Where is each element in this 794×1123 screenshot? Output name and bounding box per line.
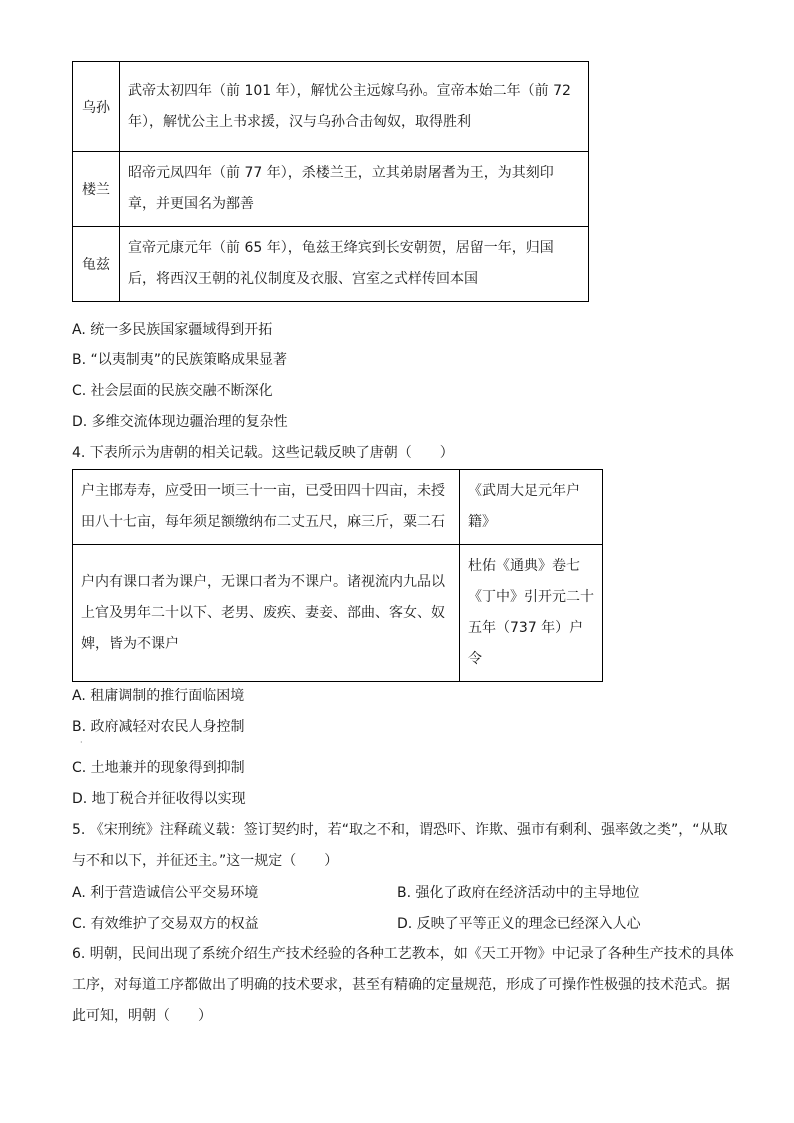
q3-option-d: D. 多维交流体现边疆治理的复杂性 [72, 414, 288, 430]
q3-option-a: A. 统一多民族国家疆域得到开拓 [72, 322, 273, 338]
tang-records-table [72, 469, 603, 682]
region-cell: 乌孙 [73, 62, 120, 152]
region-cell: 楼兰 [73, 152, 120, 227]
q6-stem: 6. 明朝，民间出现了系统介绍生产技术经验的各种工艺教本，如《天工开物》中记录了各种生产技术的具体工序，对每道工序都做出了明确的技术要求，甚至有精确的定量规范，形成了可操作性极强的技术范式。据此可知，明朝（ ） [72, 946, 734, 1024]
record-cell: 昭帝元凤四年（前 77 年），杀楼兰王，立其弟尉屠耆为王，为其刻印章，并更国名为鄯善 [120, 152, 589, 227]
table-row [73, 470, 603, 545]
q3-option-b: B. “以夷制夷”的民族策略成果显著 [72, 352, 288, 368]
q4-option-a: A. 租庸调制的推行面临困境 [72, 688, 245, 704]
record-cell: 宣帝元康元年（前 65 年），龟兹王绛宾到长安朝贺，居留一年，归国后，将西汉王朝的礼仪制度及衣服、宫室之式样传回本国 [120, 227, 589, 302]
record-cell: 武帝太初四年（前 101 年），解忧公主远嫁乌孙。宣帝本始二年（前 72 年），解忧公主上书求援，汉与乌孙合击匈奴，取得胜利 [120, 62, 589, 152]
q5-stem: 5. 《宋刑统》注释疏义载：签订契约时，若“取之不和，谓恐吓、诈欺、强市有剩利、强率敛之类”，“从取与不和以下，并征还主。”这一规定（ ） [72, 822, 728, 869]
q5-option-a: A. 利于营造诚信公平交易环境 [72, 885, 259, 901]
western-regions-table [72, 61, 589, 302]
q4-option-c: C. 土地兼并的现象得到抑制 [72, 760, 245, 776]
region-cell: 龟兹 [73, 227, 120, 302]
table-row [73, 227, 589, 302]
q4-option-b: B. 政府减轻对农民人身控制 [72, 719, 245, 735]
q5-option-b: B. 强化了政府在经济活动中的主导地位 [397, 885, 640, 901]
q4-stem: 4. 下表所示为唐朝的相关记载。这些记载反映了唐朝（ ） [72, 445, 454, 461]
table-row [73, 545, 603, 682]
table-row [73, 152, 589, 227]
record-content-cell: 户内有课口者为课户，无课口者为不课户。诸视流内九品以上官及男年二十以下、老男、废疾、妻妾、部曲、客女、奴婢，皆为不课户 [73, 545, 460, 682]
q5-option-c: C. 有效维护了交易双方的权益 [72, 916, 259, 932]
q5-option-d: D. 反映了平等正义的理念已经深入人心 [397, 916, 641, 932]
record-content-cell: 户主邯寿寿，应受田一顷三十一亩，已受田四十四亩，未授田八十七亩，每年须足额缴纳布二丈五尺，麻三斤，粟二石 [73, 470, 460, 545]
stray-dot-mark: · [80, 738, 83, 747]
record-source-cell: 杜佑《通典》卷七《丁中》引开元二十五年（737 年）户令 [460, 545, 603, 682]
record-source-cell: 《武周大足元年户籍》 [460, 470, 603, 545]
q3-option-c: C. 社会层面的民族交融不断深化 [72, 383, 273, 399]
table-row [73, 62, 589, 152]
q4-option-d: D. 地丁税合并征收得以实现 [72, 791, 246, 807]
